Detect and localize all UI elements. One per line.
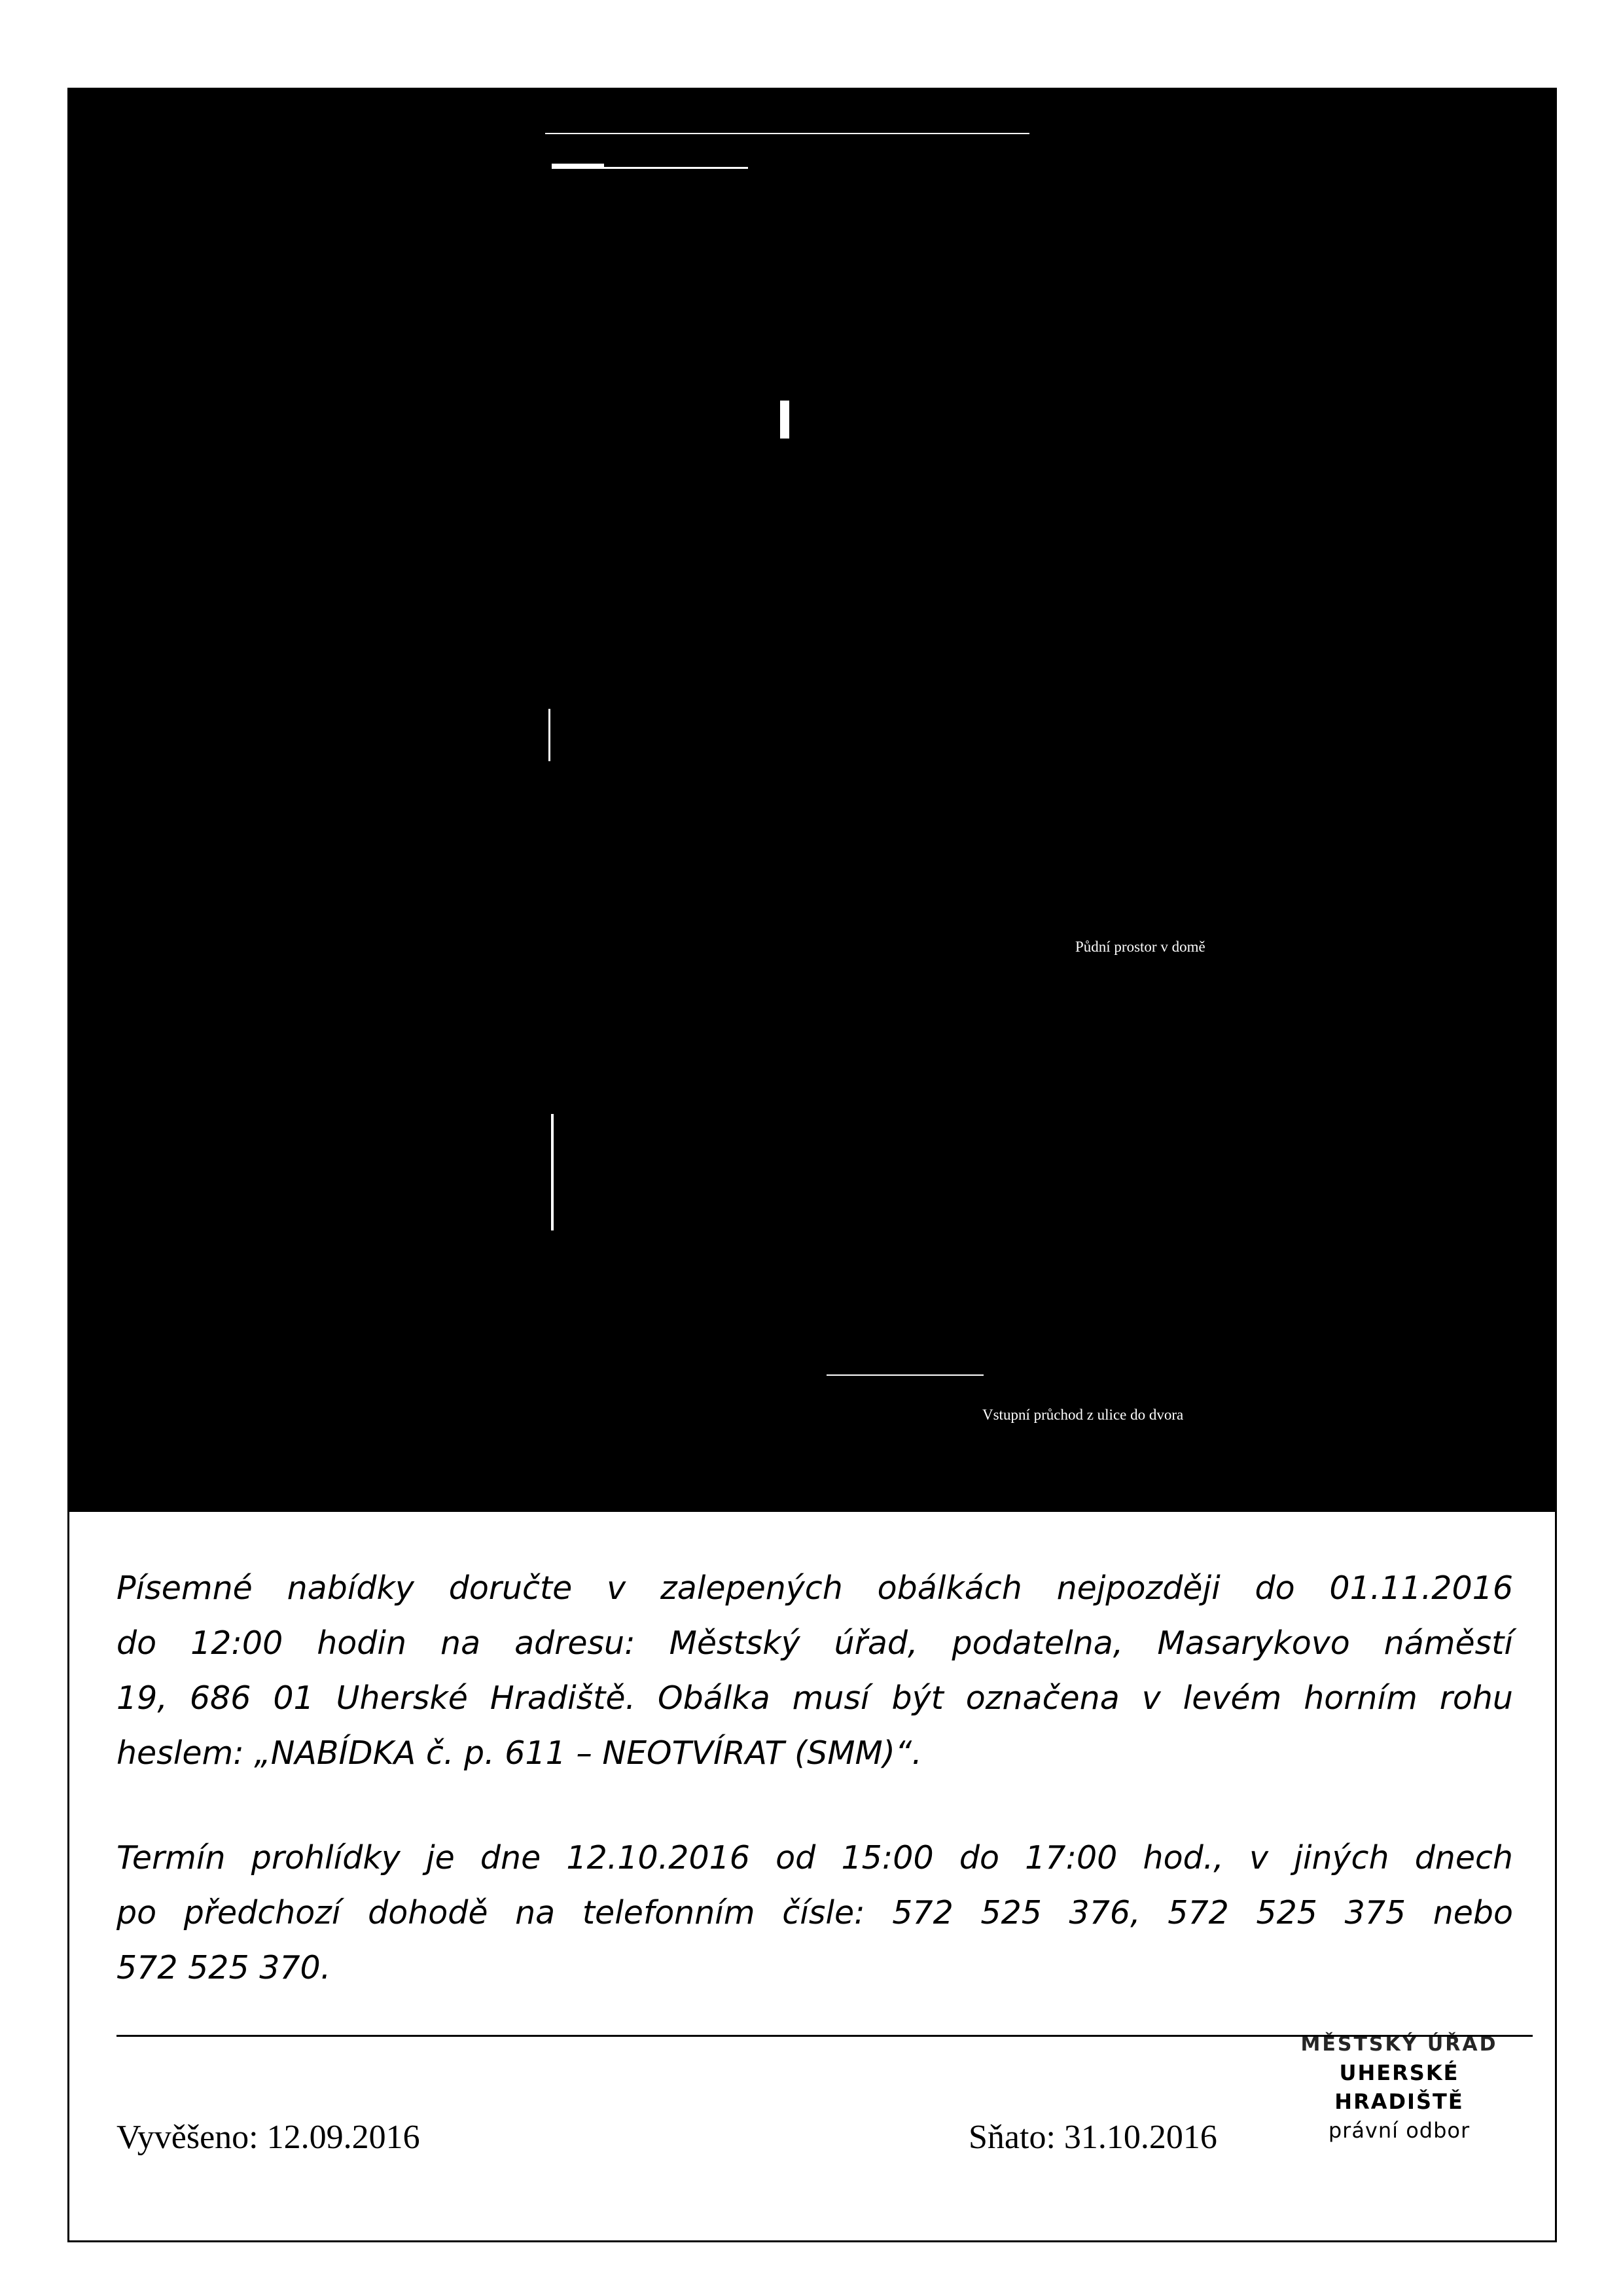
offer-line: heslem: „NABÍDKA č. p. 611 – NEOTVÍRAT (SMM)“. bbox=[116, 1734, 922, 1772]
photo-caption-entrance: Vstupní průchod z ulice do dvora bbox=[982, 1407, 1184, 1423]
stamp-department: právní odbor bbox=[1328, 2118, 1471, 2143]
stamp-city: UHERSKÉ HRADIŠTĚ bbox=[1334, 2060, 1464, 2114]
offer-line: Písemné nabídky doručte v zalepených obálkách nejpozději do 01.11.2016 bbox=[116, 1570, 1513, 1607]
photo-caption-attic: Půdní prostor v domě bbox=[1075, 939, 1205, 955]
offer-line: 19, 686 01 Uherské Hradiště. Obálka musí být označena v levém horním rohu bbox=[116, 1679, 1513, 1717]
offer-instructions bbox=[116, 1561, 1513, 1781]
viewing-line: Termín prohlídky je dne 12.10.2016 od 15:00 do 17:00 hod., v jiných dnech bbox=[116, 1839, 1513, 1876]
viewing-line: 572 525 370. bbox=[116, 1949, 331, 1986]
stamp-office: MĚSTSKÝ ÚŘAD bbox=[1300, 2033, 1498, 2056]
viewing-line: po předchozí dohodě na telefonním čísle: 572 525 376, 572 525 375 nebo bbox=[116, 1894, 1513, 1931]
offer-line: do 12:00 hodin na adresu: Městský úřad, podatelna, Masarykovo náměstí bbox=[116, 1624, 1513, 1662]
posted-date: Vyvěšeno: 12.09.2016 bbox=[116, 2119, 420, 2156]
removed-date: Sňato: 31.10.2016 bbox=[969, 2119, 1217, 2156]
office-stamp bbox=[1281, 2031, 1517, 2145]
viewing-info bbox=[116, 1831, 1513, 1996]
